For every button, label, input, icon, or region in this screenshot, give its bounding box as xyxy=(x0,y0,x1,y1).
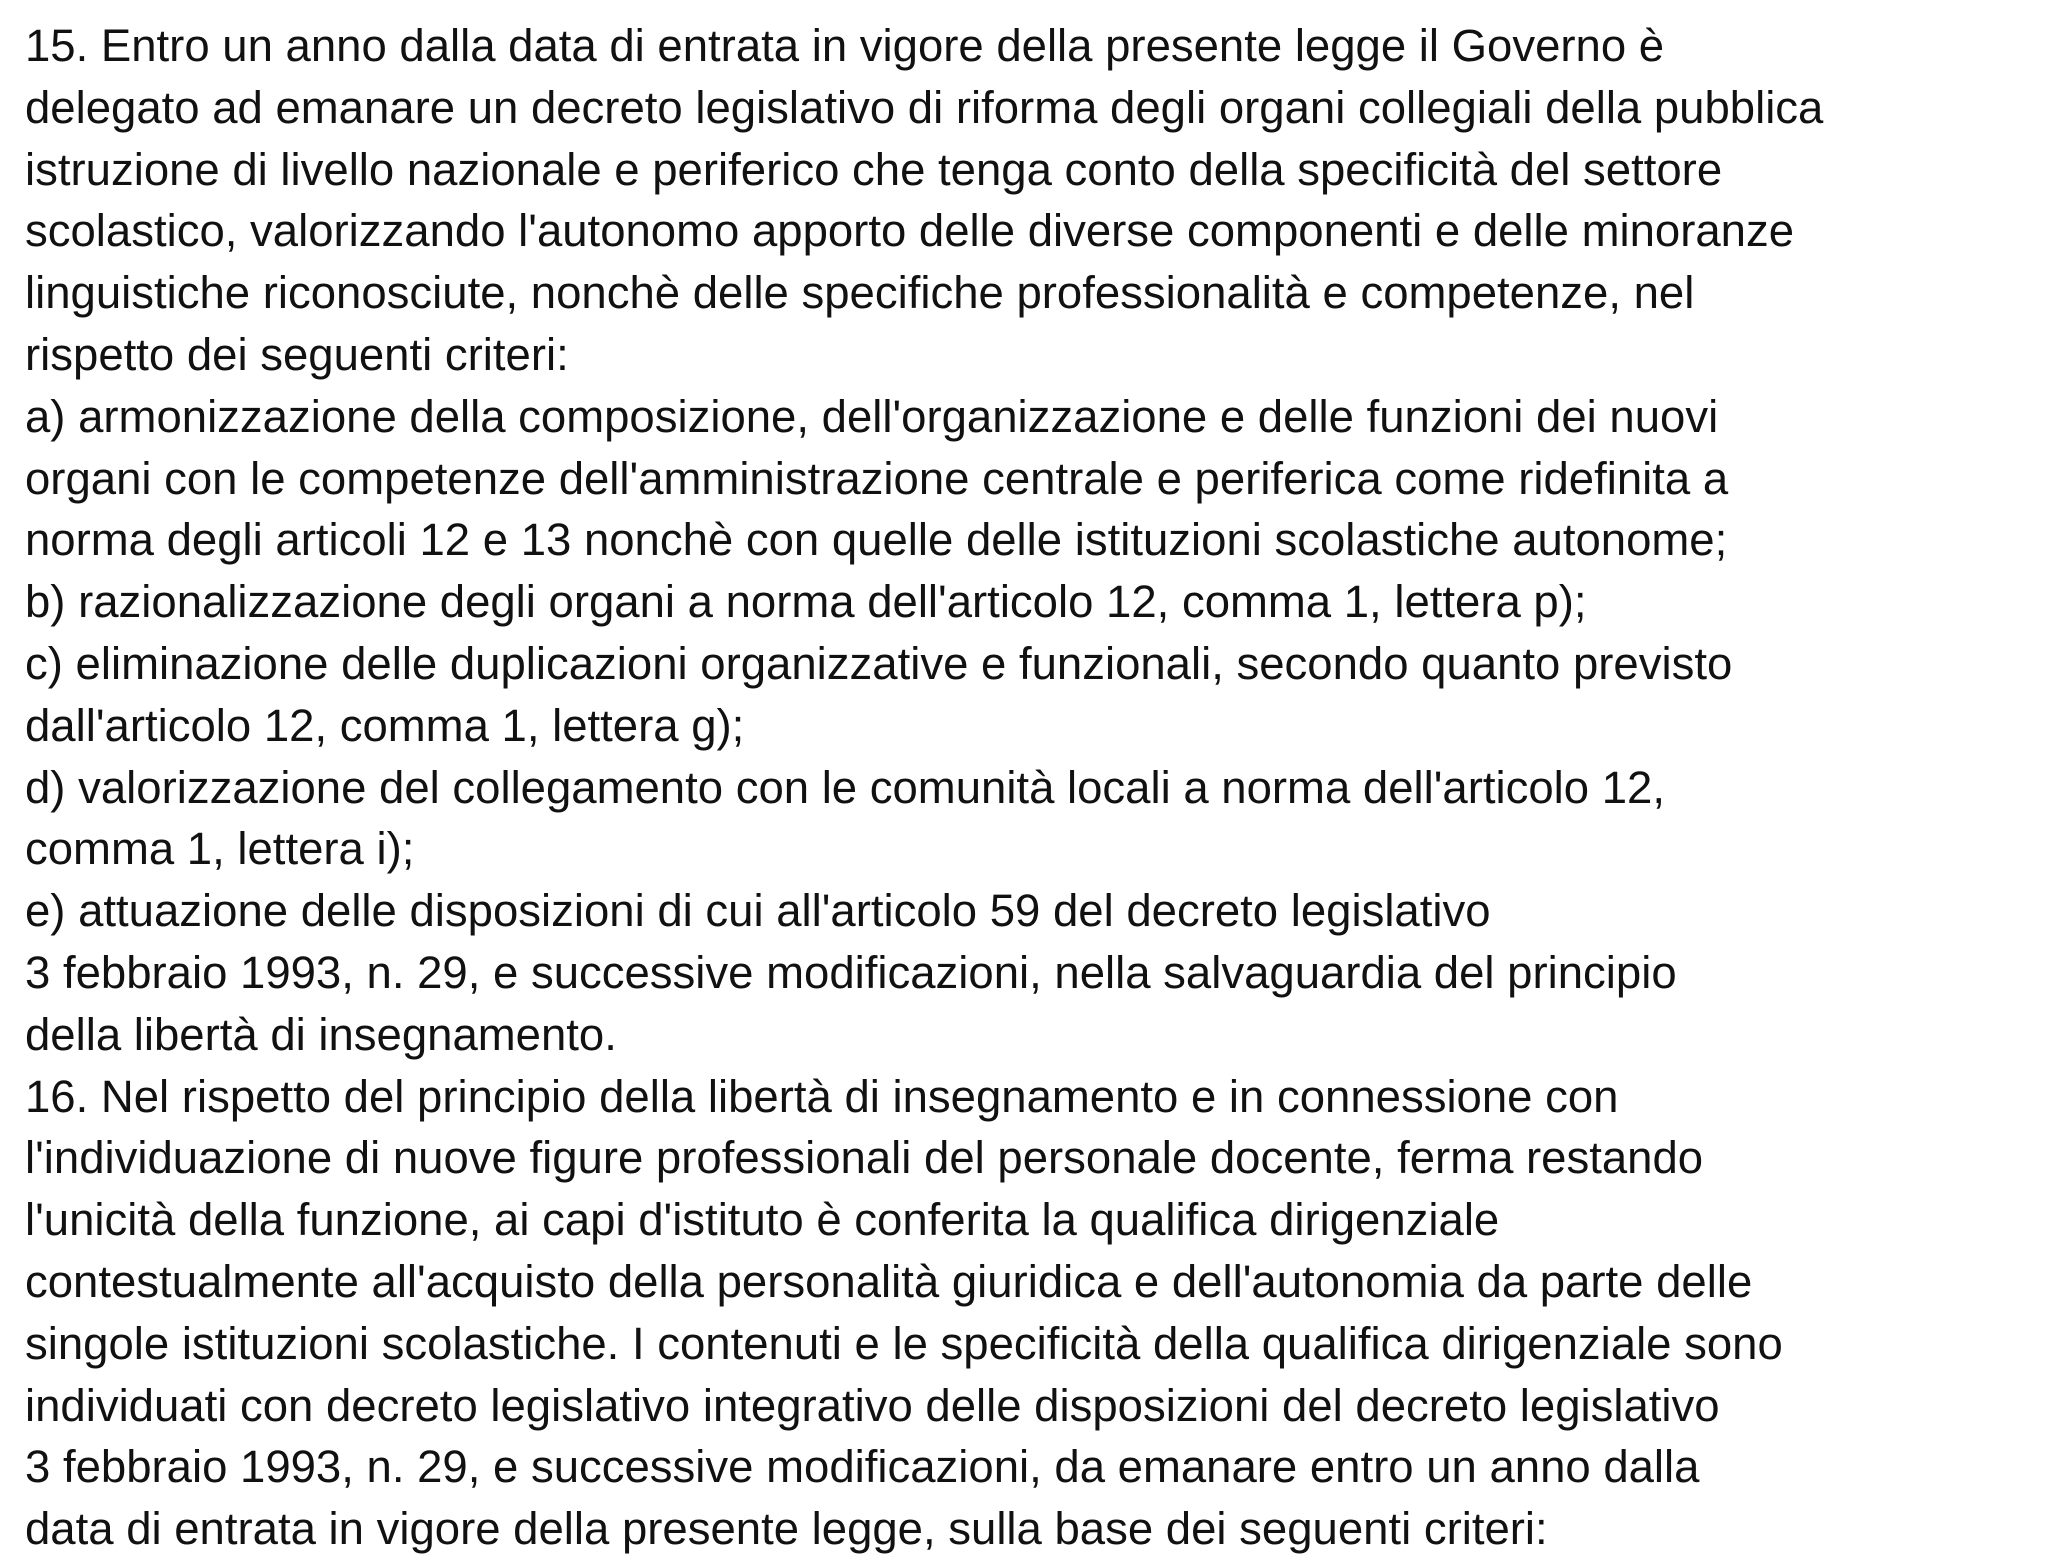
text-line-2: delegato ad emanare un decreto legislativo di riforma degli organi collegiali della pubblica xyxy=(25,81,1824,133)
text-line-20: l'unicità della funzione, ai capi d'istituto è conferita la qualifica dirigenziale xyxy=(25,1194,1500,1246)
text-line-25: data di entrata in vigore della presente legge, sulla base dei seguenti criteri: xyxy=(25,1503,1548,1555)
text-line-16: 3 febbraio 1993, n. 29, e successive modificazioni, nella salvaguardia del principio xyxy=(25,946,1677,998)
text-line-1: 15. Entro un anno dalla data di entrata in vigore della presente legge il Governo è xyxy=(25,20,1665,71)
text-line-17: della libertà di insegnamento. xyxy=(25,1008,617,1060)
document-body xyxy=(25,15,2048,1560)
text-line-14: comma 1, lettera i); xyxy=(25,823,415,875)
text-line-4: scolastico, valorizzando l'autonomo apporto delle diverse componenti e delle minoranze xyxy=(25,205,1795,257)
text-line-13: d) valorizzazione del collegamento con le comunità locali a norma dell'articolo 12, xyxy=(25,761,1665,813)
text-line-6: rispetto dei seguenti criteri: xyxy=(25,328,569,380)
text-line-23: individuati con decreto legislativo integrativo delle disposizioni del decreto legislativo xyxy=(25,1379,1720,1431)
text-line-9: norma degli articoli 12 e 13 nonchè con quelle delle istituzioni scolastiche autonome; xyxy=(25,514,1728,566)
text-line-21: contestualmente all'acquisto della personalità giuridica e dell'autonomia da parte delle xyxy=(25,1255,1753,1307)
text-line-3: istruzione di livello nazionale e periferico che tenga conto della specificità del settore xyxy=(25,143,1723,195)
text-line-5: linguistiche riconosciute, nonchè delle specifiche professionalità e competenze, nel xyxy=(25,267,1695,319)
text-line-18: 16. Nel rispetto del principio della libertà di insegnamento e in connessione con xyxy=(25,1070,1619,1122)
text-line-22: singole istituzioni scolastiche. I contenuti e le specificità della qualifica dirigenziale sono xyxy=(25,1317,1783,1369)
text-line-7: a) armonizzazione della composizione, dell'organizzazione e delle funzioni dei nuovi xyxy=(25,390,1719,442)
text-line-24: 3 febbraio 1993, n. 29, e successive modificazioni, da emanare entro un anno dalla xyxy=(25,1441,1700,1493)
text-line-12: dall'articolo 12, comma 1, lettera g); xyxy=(25,699,745,751)
text-line-15: e) attuazione delle disposizioni di cui all'articolo 59 del decreto legislativo xyxy=(25,885,1491,937)
text-line-19: l'individuazione di nuove figure professionali del personale docente, ferma restando xyxy=(25,1132,1704,1184)
text-line-11: c) eliminazione delle duplicazioni organizzative e funzionali, secondo quanto previsto xyxy=(25,637,1733,689)
text-line-8: organi con le competenze dell'amministrazione centrale e periferica come ridefinita a xyxy=(25,452,1729,504)
text-line-10: b) razionalizzazione degli organi a norma dell'articolo 12, comma 1, lettera p); xyxy=(25,576,1587,628)
